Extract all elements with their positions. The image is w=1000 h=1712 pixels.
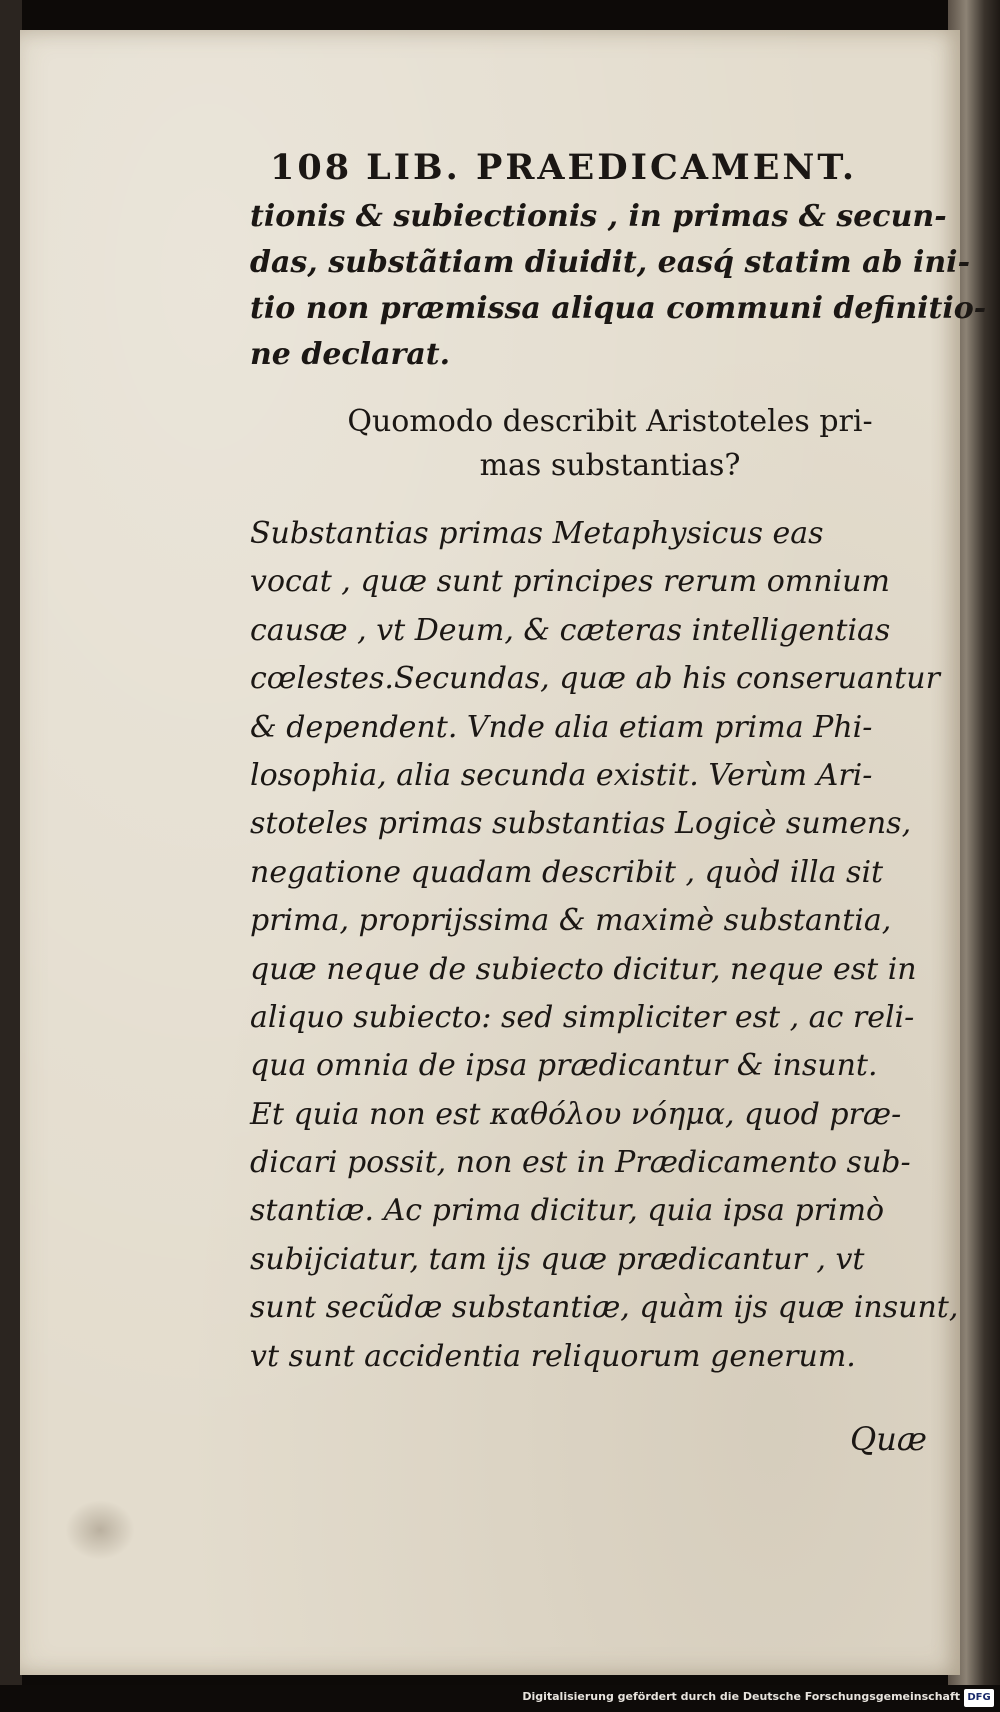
text-line: Substantias primas Metaphysicus eas xyxy=(250,516,824,551)
text-line: tionis & subiectionis , in primas & secun- xyxy=(250,199,947,234)
question-line: mas substantias? xyxy=(479,448,741,483)
text-line: tio non præmissa aliqua communi definitio- xyxy=(250,291,987,326)
text-line: subijciatur, tam ijs quæ prædicantur , vt xyxy=(250,1241,865,1277)
running-title: LIB. PRAEDICAMENT. xyxy=(366,147,858,188)
text-line: stoteles primas substantias Logicè sumens, xyxy=(250,806,912,842)
dfg-logo-icon: DFG xyxy=(964,1689,994,1707)
book-page xyxy=(20,30,987,1675)
text-line: vocat , quæ sunt principes rerum omnium xyxy=(250,564,890,600)
text-line: das, substãtiam diuidit, easq́ statim ab ini- xyxy=(250,245,971,280)
text-line: & dependent. Vnde alia etiam prima Phi- xyxy=(250,709,873,745)
text-line: causæ , vt Deum, & cæteras intelligentias xyxy=(250,612,891,648)
text-line: dicari possit, non est in Prædicamento sub- xyxy=(250,1145,911,1181)
text-line: sunt secũdæ substantiæ, quàm ijs quæ insunt, xyxy=(250,1290,959,1326)
question-heading xyxy=(250,400,970,488)
page-text xyxy=(250,142,987,1381)
intro-paragraph xyxy=(250,194,987,378)
catchword: Quæ xyxy=(850,1420,927,1458)
text-line: qua omnia de ipsa prædicantur & insunt. xyxy=(250,1048,878,1084)
footer-credit: Digitalisierung gefördert durch die Deutsche Forschungsgemeinschaft xyxy=(522,1690,960,1703)
text-line: quæ neque de subiecto dicitur, neque est in xyxy=(250,951,917,987)
text-line: losophia, alia secunda existit. Verùm Ari- xyxy=(250,757,873,793)
paper-stain xyxy=(65,1500,135,1560)
text-line: prima, proprijssima & maximè substantia, xyxy=(250,903,892,939)
footer-bar xyxy=(0,1685,1000,1712)
text-line: stantiæ. Ac prima dicitur, quia ipsa primò xyxy=(250,1193,885,1229)
left-margin-shadow xyxy=(0,0,22,1712)
answer-paragraph xyxy=(250,510,970,1381)
text-line: cœlestes.Secundas, quæ ab his conseruantur xyxy=(250,661,940,697)
text-line: aliquo subiecto: sed simpliciter est , ac reli- xyxy=(250,999,915,1035)
running-header xyxy=(270,142,970,194)
text-line: Et quia non est καθόλου νόημα, quod præ- xyxy=(250,1096,902,1132)
text-line: vt sunt accidentia reliquorum generum. xyxy=(250,1338,856,1374)
page-number: 108 xyxy=(270,147,353,188)
text-line: ne declarat. xyxy=(250,337,451,372)
text-line: negatione quadam describit , quòd illa sit xyxy=(250,854,884,890)
question-line: Quomodo describit Aristoteles pri- xyxy=(347,404,873,439)
